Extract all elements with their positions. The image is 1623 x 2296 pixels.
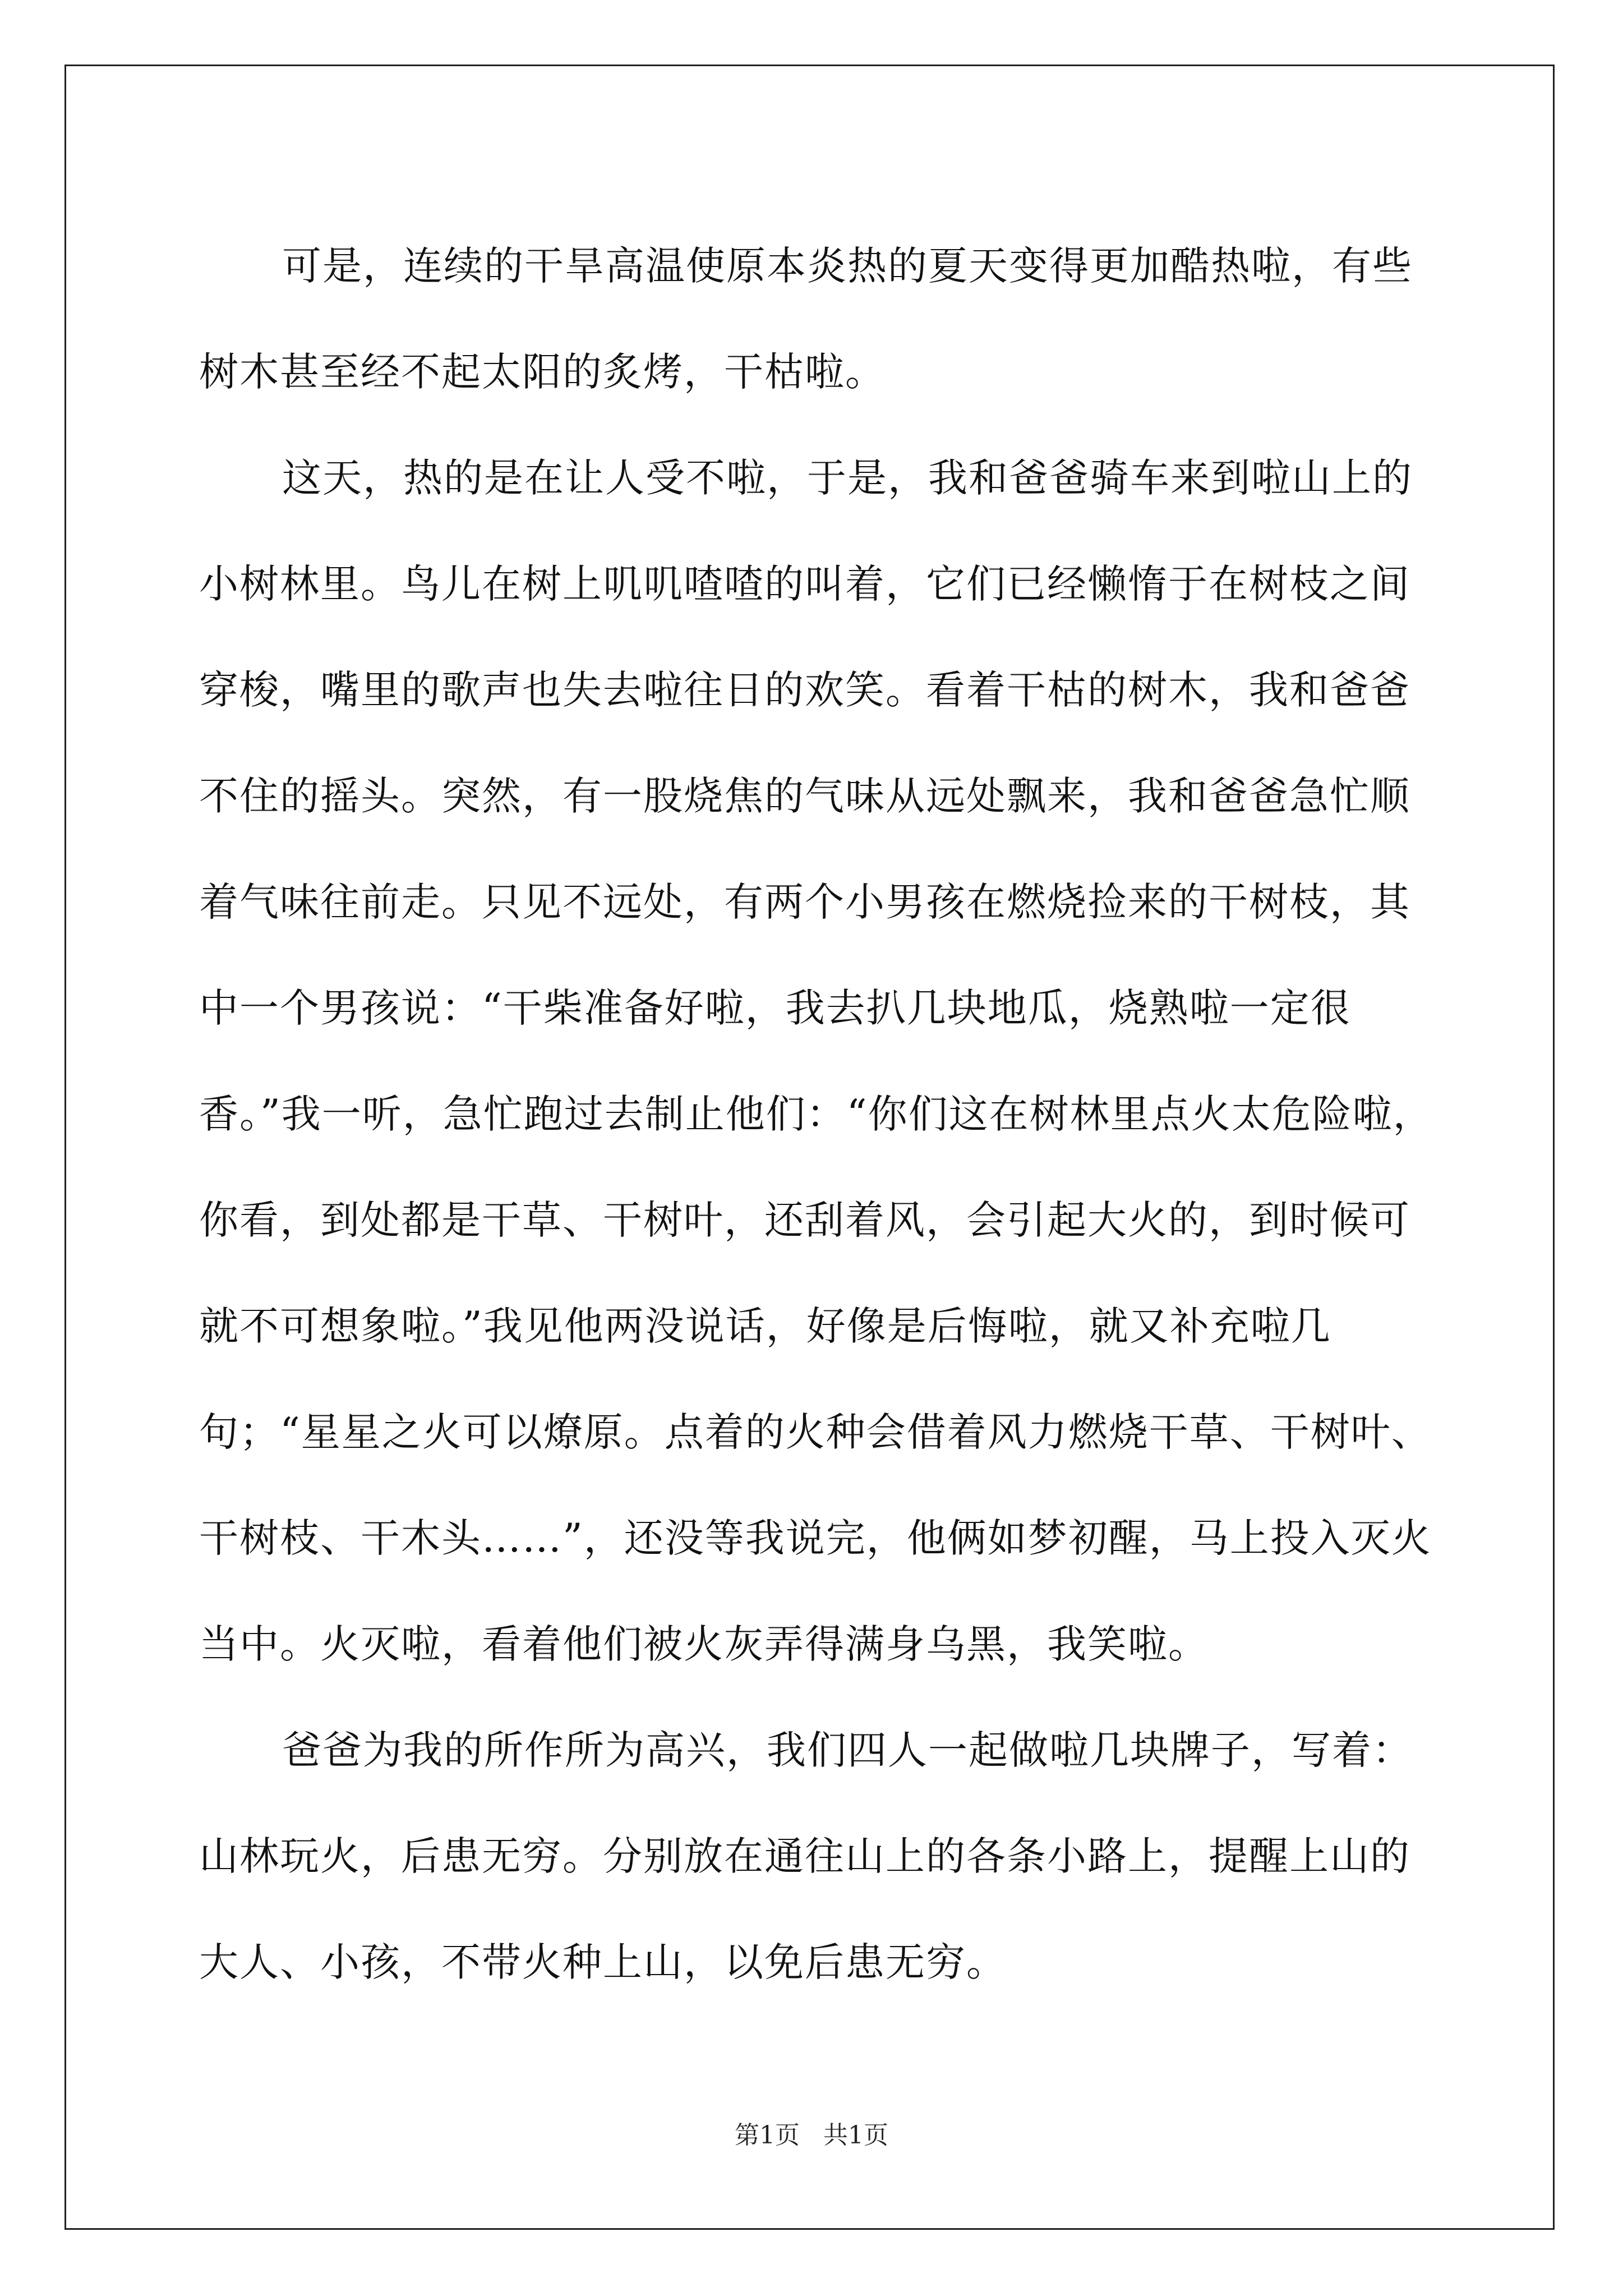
page-footer: 第1页 共1页 xyxy=(735,2121,888,2150)
paragraph: 可是，连续的干旱高温使原本炎热的夏天变得更加酷热啦，有些树木甚至经不起太阳的炙烤，干枯啦。 xyxy=(199,243,1413,395)
paragraph: 爸爸为我的所作所为高兴，我们四人一起做啦几块牌子，写着：山林玩火，后患无穷。分别放在通往山上的各条小路上，提醒上山的大人、小孩，不带火种上山，以免后患无穷。 xyxy=(199,1727,1413,1985)
document-body xyxy=(199,213,1444,2016)
paragraph: 这天，热的是在让人受不啦，于是，我和爸爸骑车来到啦山上的小树林里。鸟儿在树上叽叽喳喳的叫着，它们已经懒惰于在树枝之间穿梭，嘴里的歌声也失去啦往日的欢笑。看着干枯的树木，我和爸爸不住的摇头。突然，有一股烧焦的气味从远处飘来，我和爸爸急忙顺着气味往前走。只见不远处，有两个小男孩在燃烧捡来的干树枝，其中一个男孩说：“干柴准备好啦，我去扒几块地瓜，烧熟啦一定很香。”我一听，急忙跑过去制止他们：“你们这在树林里点火太危险啦，你看，到处都是干草、干树叶，还刮着风，会引起大火的，到时候可就不可想象啦。”我见他两没说话，好像是后悔啦，就又补充啦几句；“星星之火可以燎原。点着的火种会借着风力燃烧干草、干树叶、干树枝、干木头……”，还没等我说完，他俩如梦初醒，马上投入灭火当中。火灭啦，看着他们被火灰弄得满身乌黑，我笑啦。 xyxy=(199,455,1433,1667)
